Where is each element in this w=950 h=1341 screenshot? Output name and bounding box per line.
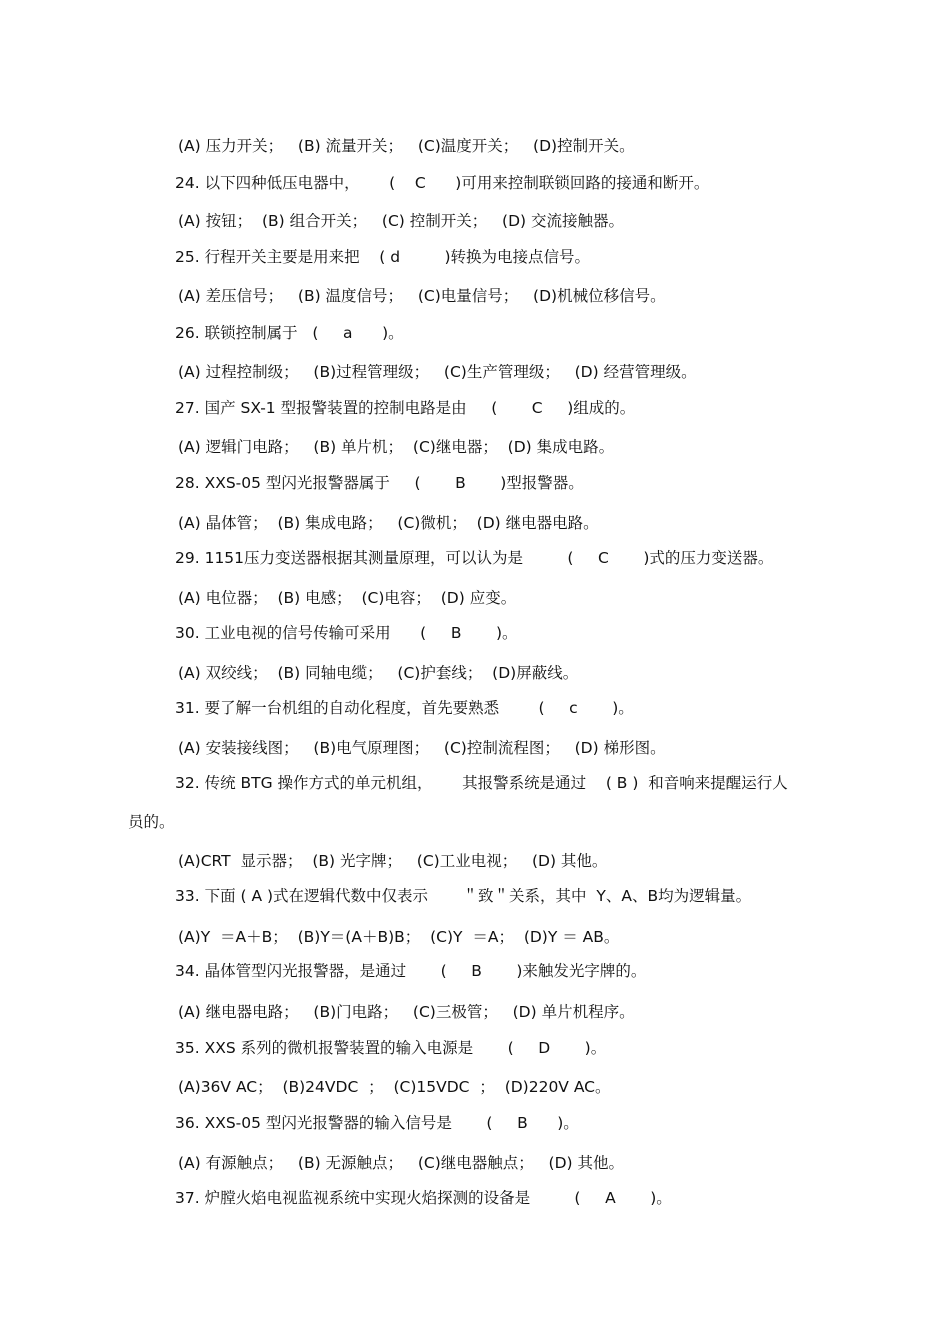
options-line: (A)36V AC； (B)24VDC ； (C)15VDC ； (D)220V AC。 xyxy=(178,1078,611,1096)
options-line: (A) 有源触点； (B) 无源触点； (C)继电器触点； (D) 其他。 xyxy=(178,1154,624,1172)
question-line: 36. XXS-05 型闪光报警器的输入信号是 ( B )。 xyxy=(175,1114,579,1132)
question-line: 34. 晶体管型闪光报警器，是通过 ( B )来触发光字牌的。 xyxy=(175,962,647,980)
options-line: (A) 安装接线图； (B)电气原理图； (C)控制流程图； (D) 梯形图。 xyxy=(178,739,666,757)
question-line: 26. 联锁控制属于 ( a )。 xyxy=(175,324,404,342)
options-line: (A) 继电器电路； (B)门电路； (C)三极管； (D) 单片机程序。 xyxy=(178,1003,635,1021)
question-line: 29. 1151压力变送器根据其测量原理，可以认为是 ( C )式的压力变送器。 xyxy=(175,549,774,567)
question-line: 28. XXS-05 型闪光报警器属于 ( B )型报警器。 xyxy=(175,474,584,492)
question-line: 32. 传统 BTG 操作方式的单元机组， 其报警系统是通过 ( B ) 和音响来提醒运行人 xyxy=(175,774,788,792)
options-line: (A) 按钮； (B) 组合开关； (C) 控制开关； (D) 交流接触器。 xyxy=(178,212,624,230)
options-line: (A) 压力开关； (B) 流量开关； (C)温度开关； (D)控制开关。 xyxy=(178,137,635,155)
options-line: (A)CRT 显示器； (B) 光字牌； (C)工业电视； (D) 其他。 xyxy=(178,852,608,870)
question-line: 31. 要了解一台机组的自动化程度，首先要熟悉 ( c )。 xyxy=(175,699,634,717)
question-line: 33. 下面 ( A )式在逻辑代数中仅表示 ＂致＂关系，其中 Y、A、B均为逻辑量。 xyxy=(175,887,752,905)
options-line: (A) 逻辑门电路； (B) 单片机； (C)继电器； (D) 集成电路。 xyxy=(178,438,615,456)
options-line: (A) 过程控制级； (B)过程管理级； (C)生产管理级； (D) 经营管理级。 xyxy=(178,363,697,381)
question-line: 24. 以下四种低压电器中， ( C )可用来控制联锁回路的接通和断开。 xyxy=(175,174,710,192)
question-continuation: 员的。 xyxy=(128,813,175,831)
options-line: (A) 差压信号； (B) 温度信号； (C)电量信号； (D)机械位移信号。 xyxy=(178,287,666,305)
options-line: (A) 晶体管； (B) 集成电路； (C)微机； (D) 继电器电路。 xyxy=(178,514,599,532)
options-line: (A) 电位器； (B) 电感； (C)电容； (D) 应变。 xyxy=(178,589,517,607)
question-line: 25. 行程开关主要是用来把 ( d )转换为电接点信号。 xyxy=(175,248,590,266)
question-line: 35. XXS 系列的微机报警装置的输入电源是 ( D )。 xyxy=(175,1039,607,1057)
options-line: (A) 双绞线； (B) 同轴电缆； (C)护套线； (D)屏蔽线。 xyxy=(178,664,579,682)
question-line: 30. 工业电视的信号传输可采用 ( B )。 xyxy=(175,624,518,642)
options-line: (A)Y ＝A＋B； (B)Y＝(A＋B)B； (C)Y ＝A； (D)Y ＝ AB。 xyxy=(178,928,620,946)
question-line: 37. 炉膛火焰电视监视系统中实现火焰探测的设备是 ( A )。 xyxy=(175,1189,672,1207)
question-line: 27. 国产 SX-1 型报警装置的控制电路是由 ( C )组成的。 xyxy=(175,399,636,417)
